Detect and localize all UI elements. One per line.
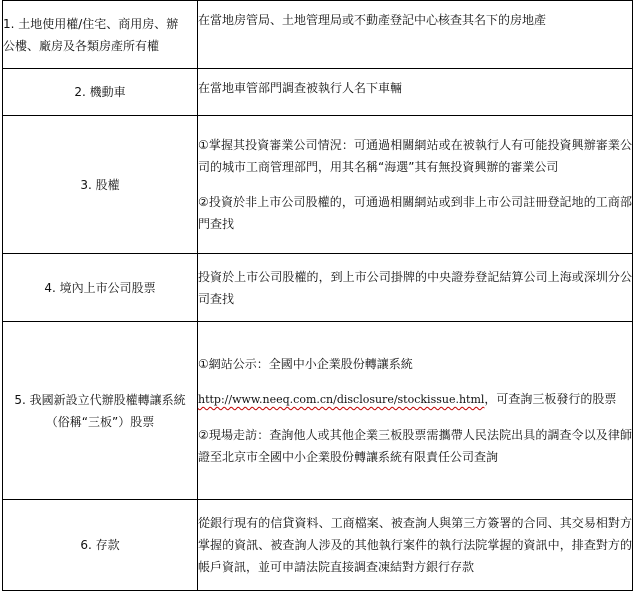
description-text: ①掌握其投資審業公司情況：可通過相關網站或在被執行人有可能投資興辦審業公司的城市工商管理部門，用其名稱“海選”其有無投資興辦的審業公司 <box>198 138 632 174</box>
url-suffix-text: ，可查詢三板發行的股票 <box>484 392 617 406</box>
description-cell <box>198 1 633 69</box>
description-text: 在當地房管局、土地管理局或不動產登記中心核查其名下的房地產 <box>198 13 547 27</box>
description-text: 投資於上市公司股權的，到上市公司掛牌的中央證券登記結算公司上海或深圳分公司查找 <box>198 269 632 306</box>
description-cell <box>198 116 633 254</box>
category-label: 1. 土地使用權/住宅、商用房、辦 <box>3 16 179 31</box>
description-text: 在當地車管部門調查被執行人名下車輛 <box>198 81 403 95</box>
category-label: 6. 存款 <box>80 538 120 552</box>
category-label: 5. 我國新設立代辦股權轉讓系統 <box>14 392 186 407</box>
asset-search-table <box>2 0 633 591</box>
table-row <box>3 116 633 254</box>
table-row <box>3 69 633 116</box>
category-cell <box>3 254 198 322</box>
neeq-url-link[interactable]: http://www.neeq.com.cn/disclosure/stockissue.html <box>198 393 485 406</box>
table-row <box>3 1 633 69</box>
description-cell <box>198 254 633 322</box>
category-label: （俗稱“三板”）股票 <box>45 414 155 429</box>
category-label: 4. 境內上市公司股票 <box>44 280 156 295</box>
category-cell <box>3 500 198 591</box>
description-text: ②投資於非上市公司股權的，可通過相關網站或到非上市公司註冊登記地的工商部門查找 <box>198 195 632 231</box>
table-row <box>3 322 633 500</box>
category-label: 公樓、廠房及各類房產所有權 <box>3 38 160 53</box>
category-cell <box>3 69 198 116</box>
category-cell <box>3 116 198 254</box>
description-cell <box>198 500 633 591</box>
category-label: 2. 機動車 <box>74 85 126 99</box>
description-text: ①網站公示：全國中小企業股份轉讓系統 <box>198 357 413 371</box>
description-cell <box>198 322 633 500</box>
category-label: 3. 股權 <box>80 177 120 192</box>
category-cell <box>3 322 198 500</box>
description-text: 從銀行現有的信貸資料、工商檔案、被查詢人與第三方簽署的合同、其交易相對方掌握的資訊、被查詢人涉及的其他執行案件的執行法院掌握的資訊中，排查對方的帳戶資訊，並可申請法院直接調查凍結對方銀行存款 <box>198 516 632 574</box>
category-cell <box>3 1 198 69</box>
description-text: ②現場走訪：查詢他人或其他企業三板股票需攜帶人民法院出具的調查令以及律師證至北京市全國中小企業股份轉讓系統有限責任公司查詢 <box>198 428 632 464</box>
table-row <box>3 254 633 322</box>
table-row <box>3 500 633 591</box>
url-paragraph <box>198 388 632 411</box>
description-cell <box>198 69 633 116</box>
